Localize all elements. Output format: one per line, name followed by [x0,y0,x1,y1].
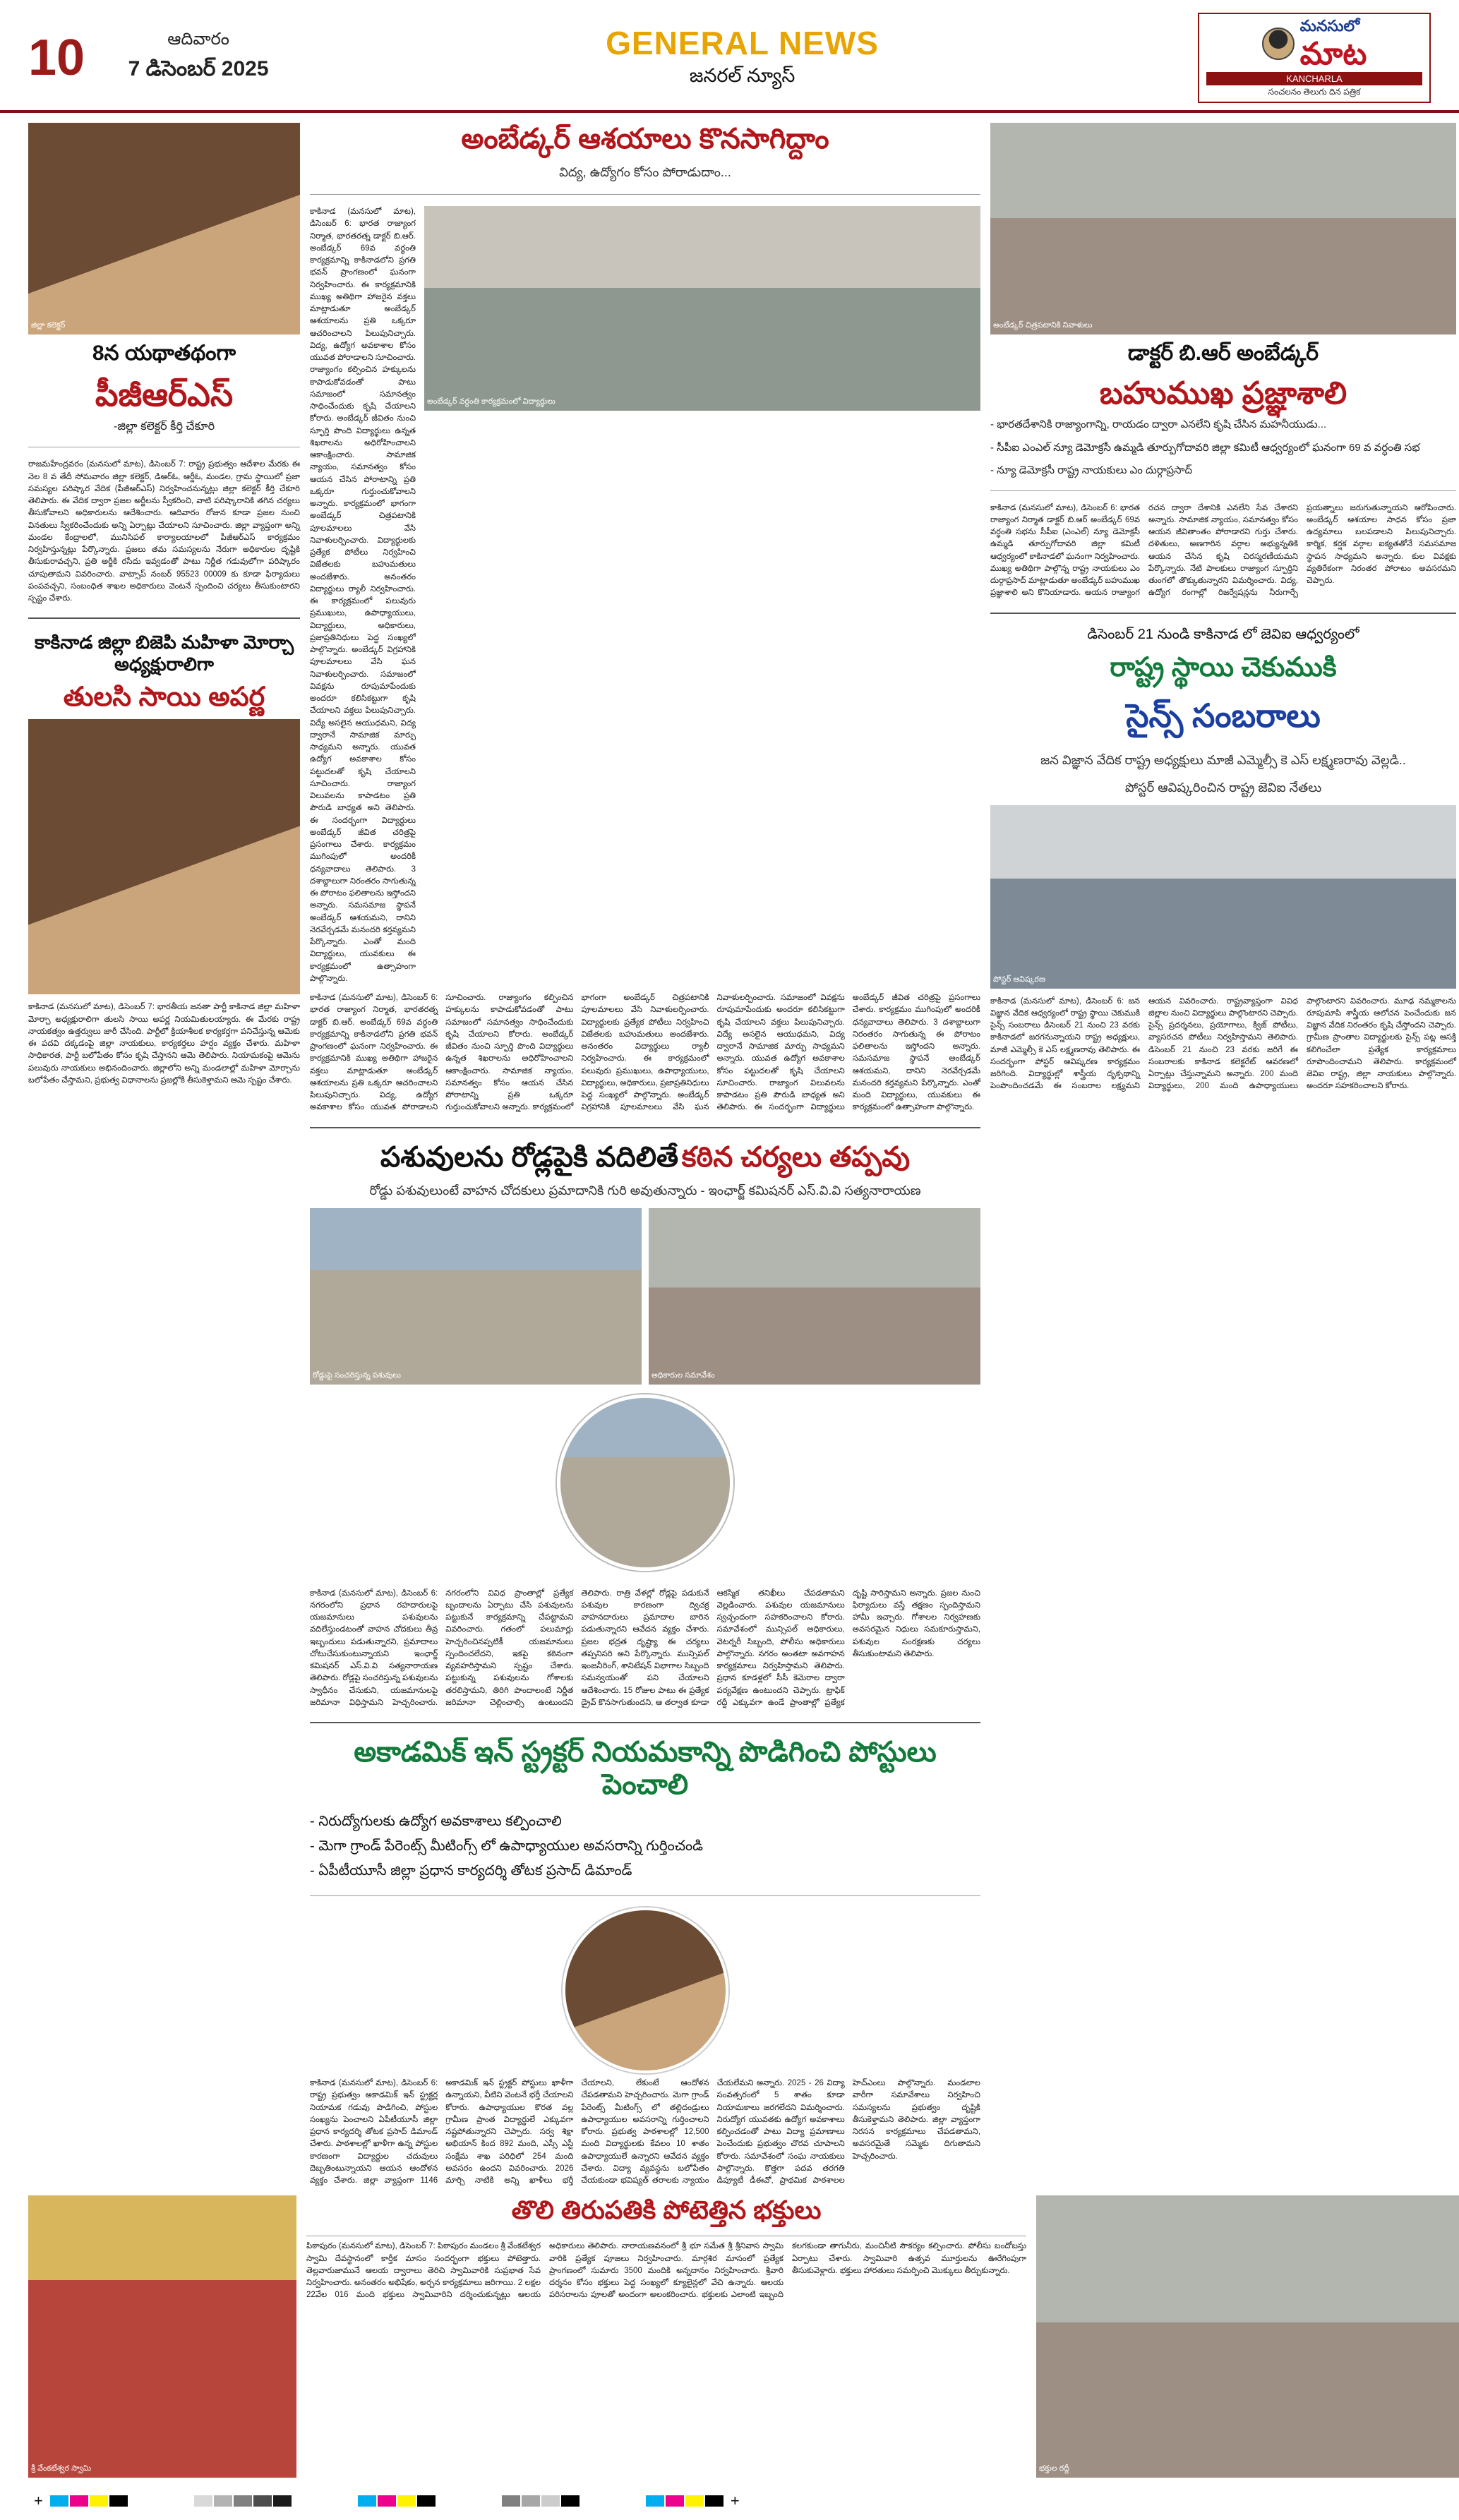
bjp-leader-photo [28,719,300,994]
grey-swatch [561,2495,580,2507]
registration-mark-left: + [34,2492,43,2510]
left-column [28,123,300,2187]
academic-headline: అకాడమిక్ ఇన్ స్ట్రక్టర్ నియమకాన్ని పొడిగించి పోస్టులు పెంచాలి [354,1737,937,1800]
devotees-queue-photo [1036,2195,1459,2478]
logo-face-icon [1262,28,1295,60]
cattle-herd-circle-photo [557,1394,733,1571]
main-headline: అంబేడ్కర్ ఆశయాలు కొనసాగిద్దాం [461,123,829,155]
date-label: 7 డిసెంబర్ 2025 [128,57,269,80]
divider [310,194,980,195]
registration-mark-right: + [730,2492,740,2510]
collector-photo [28,123,300,334]
masthead [0,0,1459,113]
left-byline: -జిల్లా కలెక్టర్ కీర్తి చేకూరి [113,421,215,433]
photo-caption: శ్రీ వేంకటేశ్వర స్వామి [31,2464,92,2473]
right-headline: బహుముఖ ప్రజ్ఞాశాలి [1099,376,1347,411]
photo-caption: అంబేడ్కర్ వర్ధంతి కార్యక్రమంలో విద్యార్థులు [427,397,556,406]
logo-line-4: సంచలనం తెలుగు దిన పత్రిక [1268,87,1361,97]
right-sub-3: - న్యూ డెమోక్రసీ రాష్ట్ర నాయకులు ఎం దుర్గాప్రసాద్ [990,464,1193,477]
photo-caption: అధికారుల సమావేశం [652,1370,715,1380]
science-sub-1: జన విజ్ఞాన వేదిక రాష్ట్ర అధ్యక్షులు మాజీ ఎమ్మెల్సీ కె ఎస్ లక్ష్మణరావు వెల్లడి.. [1040,752,1406,767]
section-title [299,13,1185,103]
academic-body: కాకినాడ (మనసులో మాట), డిసెంబర్ 6: రాష్ట్ర ప్రభుత్వం అకాడమిక్ ఇన్ స్ట్రక్టర్ల నియామక గడువు పొడిగించి, పోస్టుల సంఖ్యను పెంచాలని ఏపీటీయూసీ జిల్లా ప్రధాన కార్యదర్శి తోటక ప్రసాద్ డిమాండ్ చేశారు. పాఠశాలల్లో ఖాళీగా ఉన్న పోస్టుల కారణంగా విద్యార్థుల చదువులు దెబ్బతింటున్నాయని ఆయన ఆందోళన వ్యక్తం చేశారు. జిల్లా వ్యాప్తంగా 1146 అకాడమిక్ ఇన్ స్ట్రక్టర్ పోస్టులు ఖాళీగా ఉన్నాయని, వీటిని వెంటనే భర్తీ చేయాలని కోరారు. ఉపాధ్యాయుల కొరత వల్ల గ్రామీణ ప్రాంత విద్యార్థులే ఎక్కువగా నష్టపోతున్నారని చెప్పారు. సర్వ శిక్షా అభియాన్ కింద 892 మంది, ఎస్సీ ఎస్టీ సంక్షేమ శాఖ పరిధిలో 254 మంది అవసరం ఉందని వివరించారు. 2026 మార్చి నాటికి అన్ని ఖాళీలు భర్తీ చేయాలని, లేకుంటే ఆందోళన చేపడతామని హెచ్చరించారు. మెగా గ్రాండ్ పేరెంట్స్ మీటింగ్స్ లో తల్లిదండ్రులు ఉపాధ్యాయుల అవసరాన్ని గుర్తించాలని కోరారు. ప్రభుత్వ పాఠశాలల్లో 12,500 మంది విద్యార్థులకు కేవలం 10 శాతం ఉపాధ్యాయులే ఉన్నారని ఆవేదన వ్యక్తం చేశారు. విద్యా వ్యవస్థను బలోపేతం చేయకుండా భవిష్యత్ తరాలకు న్యాయం చేయలేమని అన్నారు. 2025 - 26 విద్యా సంవత్సరంలో 5 శాతం కూడా నియామకాలు జరగలేదని విమర్శించారు. నిరుద్యోగ యువతకు ఉద్యోగ అవకాశాలు కల్పించడంతో పాటు విద్యా ప్రమాణాలు పెంచేందుకు ప్రభుత్వం చొరవ చూపాలని కోరారు. సమావేశంలో సంఘ నాయకులు పాల్గొన్నారు. కొత్తగా పదవ తరగతి డిప్యూటీ డీఈవో, ప్రాథమిక పాఠశాలల హెచ్ఎంలు పాల్గొన్నారు. మండలాల వారీగా సమావేశాలు నిర్వహించి సమస్యలను ప్రభుత్వం దృష్టికి తీసుకెళ్తామని తెలిపారు. జిల్లా వ్యాప్తంగా నిరసన కార్యక్రమాలు చేపడతామని, అవసరమైతే సమ్మెకు దిగుతామని హెచ్చరించారు. [310,2079,980,2185]
logo-line-1: మనసులో [1299,17,1360,35]
grey-swatch [541,2495,560,2507]
color-swatch [705,2495,724,2507]
color-swatch [685,2495,704,2507]
left-article-body-2: కాకినాడ (మనసులో మాట), డిసెంబర్ 7: భారతీయ జనతా పార్టీ కాకినాడ జిల్లా మహిళా మోర్చా అధ్యక్షురాలిగా తులసి సాయి అపర్ణ నియమితులయ్యారు. ఈ మేరకు రాష్ట్ర నాయకత్వం ఉత్తర్వులు జారీ చేసింది. పార్టీలో క్రియాశీలక కార్యకర్తగా పనిచేస్తున్న ఆమెకు ఈ పదవి దక్కడంపై జిల్లా నాయకులు, కార్యకర్తలు హర్షం వ్యక్తం చేశారు. మహిళా సాధికారత, పార్టీ బలోపేతం కోసం కృషి చేస్తానని ఆమె తెలిపారు. నియామకంపై ఆమెను పలువురు నాయకులు అభినందించారు. జిల్లాలోని అన్ని మండలాల్లో మహిళా మోర్చాను బలోపేతం చేస్తామని, ప్రభుత్వ విధానాలను ప్రజల్లోకి తీసుకెళ్తామని ఆమె స్పష్టం చేశారు. [28,1003,300,1085]
cattle-circle-photo-wrap [310,1394,980,1578]
divider [28,617,300,619]
right-kicker: డాక్టర్ బి.ఆర్ అంబేడ్కర్ [1127,342,1319,365]
academic-bullet-3: - ఏపీటీయూసీ జిల్లా ప్రధాన కార్యదర్శి తోటక ప్రసాద్ డిమాండ్ [310,1863,632,1879]
cattle-road-photo [310,1208,642,1385]
color-swatch [70,2495,88,2507]
temple-headline: తొలి తిరుపతికి పోటెత్తిన భక్తులు [511,2195,822,2225]
science-headline-2: సైన్స్ సంబరాలు [1126,697,1321,734]
officials-meeting-photo [649,1208,980,1385]
divider [310,1722,980,1723]
temple-body: పిఠాపురం (మనసులో మాట), డిసెంబర్ 7: పిఠాపురం మండలం శ్రీ వేంకటేశ్వర స్వామి దేవస్థానంలో కార్తీక మాసం సందర్భంగా భక్తులు పోటెత్తారు. తెల్లవారుజామునే ఆలయ ద్వారాలు తెరిచి స్వామివారికి సుప్రభాత సేవ నిర్వహించారు. అనంతరం అభిషేకం, అర్చన కార్యక్రమాలు జరిగాయి. 2 లక్షల 22వేల 016 మంది భక్తులు స్వామివారిని దర్శించుకున్నట్లు ఆలయ అధికారులు తెలిపారు. నారాయణవనంలో శ్రీ భూ సమేత శ్రీ శ్రీనివాస స్వామి వారికి ప్రత్యేక పూజలు నిర్వహించారు. మార్గశిర మాసంలో ప్రత్యేక ప్రాంగణంలో సుమారు 3500 మందికి అన్నదానం నిర్వహించారు. శ్రీవారి దర్శనం కోసం భక్తులు పెద్ద సంఖ్యలో క్యూలైన్లలో వేచి ఉన్నారు. ఆలయ పరిసరాలను పూలతో అందంగా అలంకరించారు. భక్తులకు ఎలాంటి ఇబ్బంది కలగకుండా తాగునీరు, మంచినీటి సౌకర్యం కల్పించారు. పోలీసు బందోబస్తు ఏర్పాటు చేశారు. స్వామివారి ఉత్సవ మూర్తులను ఊరేగింపుగా తీసుకువెళ్లారు. భక్తులు హారతులు సమర్పించి మొక్కులు తీర్చుకున్నారు. [306,2242,1026,2300]
section-title-telugu: జనరల్ న్యూస్ [689,65,795,86]
divider [990,613,1456,614]
grey-swatch [253,2495,272,2507]
science-headline-1: రాష్ట్ర స్థాయి చెకుముకి [1110,652,1337,682]
temple-article [306,2195,1026,2478]
page-number: 10 [28,30,85,86]
color-swatch [397,2495,416,2507]
photo-caption: రోడ్డుపై సంచరిస్తున్న పశువులు [313,1370,401,1380]
left-kicker: 8న యథాతథంగా [92,342,236,365]
bottom-section [0,2187,1459,2478]
cattle-photo-row [310,1208,980,1385]
left-article-body-1: రాజమహేంద్రవరం (మనసులో మాట), డిసెంబర్ 7: రాష్ట్ర ప్రభుత్వం ఆదేశాల మేరకు ఈ నెల 8 వ తేదీ సోమవారం జిల్లా కలెక్టర్, డిఆర్ఓ, ఆర్డీఓ, మండల, గ్రామ స్థాయిలో ప్రజా సమస్యల పరిష్కార వేదిక (పీజీఆర్ఎస్) నిర్వహించనున్నట్లు జిల్లా కలెక్టర్ కీర్తి చేకూరి తెలిపారు. ఈ వేదిక ద్వారా ప్రజల అర్జీలను స్వీకరించి, వాటి పరిష్కారానికి తగిన చర్యలు తీసుకోవాలని అధికారులను ఆదేశించారు. ఆదివారం రోజున కూడా ప్రజల నుంచి వినతులు స్వీకరించేందుకు అన్ని ఏర్పాట్లు చేయాలని సూచించారు. జిల్లా వ్యాప్తంగా అన్ని మండల కేంద్రాలలో, మునిసిపల్ కార్యాలయాలలో పీజీఆర్ఎస్ కార్యక్రమం నిర్వహిస్తున్నట్లు పేర్కొన్నారు. ప్రజలు తమ సమస్యలను నేరుగా అధికారుల దృష్టికి తీసుకురావచ్చని, ప్రతి అర్జీకి రసీదు ఇవ్వడంతో పాటు నిర్ణీత గడువులోగా పరిష్కారం చూపుతామని వివరించారు. వాట్సాప్ నంబర్ 95523 00009 కు కూడా ఫిర్యాదులు పంపవచ్చని, సంబంధిత శాఖల అధికారులు వెంటనే స్పందించి చర్యలు తీసుకుంటారని స్పష్టం చేశారు. [28,460,300,603]
main-grid [0,113,1459,2187]
logo-line-2: మాట [1299,37,1367,71]
science-kicker: డిసెంబర్ 21 నుండి కాకినాడ లో జెవిఐ ఆధ్వర్యంలో [1087,626,1359,642]
section-title-english: GENERAL NEWS [599,24,886,62]
grey-swatch [522,2495,540,2507]
academic-bullet-2: - మెగా గ్రాండ్ పేరెంట్స్ మీటింగ్స్ లో ఉపాధ్యాయుల అవసరాన్ని గుర్తించండి [310,1838,703,1854]
academic-bullet-1: - నిరుద్యోగులకు ఉద్యోగ అవకాశాలు కల్పించాలి [310,1814,562,1829]
deity-photo [28,2195,296,2478]
color-swatch [50,2495,68,2507]
left-headline: పీజీఆర్ఎస్ [95,376,234,413]
main-subhead: విద్య, ఉద్యోగం కోసం పోరాడుదాం... [559,165,731,179]
grey-swatch [234,2495,252,2507]
right-sub-1: - భారతదేశానికి రాజ్యాంగాన్ని, రాయడం ద్వారా ఎనలేని కృషి చేసిన మహనీయుడు... [990,418,1327,431]
right-body-2: కాకినాడ (మనసులో మాట), డిసెంబర్ 6: జన విజ్ఞాన వేదిక ఆధ్వర్యంలో రాష్ట్ర స్థాయి చెకుముకి సైన్స్ సంబరాలు డిసెంబర్ 21 నుంచి 23 వరకు కాకినాడలో జరగనున్నాయని రాష్ట్ర అధ్యక్షులు, మాజీ ఎమ్మెల్సీ కె ఎస్ లక్ష్మణరావు తెలిపారు. ఈ సందర్భంగా పోస్టర్ ఆవిష్కరణ కార్యక్రమం జరిగింది. విద్యార్థుల్లో శాస్త్రీయ దృక్పథాన్ని పెంపొందించడమే ఈ సంబరాల లక్ష్యమని ఆయన వివరించారు. రాష్ట్రవ్యాప్తంగా వివిధ జిల్లాల నుంచి విద్యార్థులు పాల్గొంటారని చెప్పారు. సైన్స్ ప్రదర్శనలు, ప్రయోగాలు, క్విజ్ పోటీలు, వ్యాసరచన పోటీలు నిర్వహిస్తామని తెలిపారు. డిసెంబర్ 21 నుంచి 23 వరకు జరిగే ఈ సంబరాలకు కాకినాడ కలెక్టరేట్ ఆవరణలో ఏర్పాట్లు చేస్తున్నామని అన్నారు. 200 మంది విద్యార్థులు, 200 మంది ఉపాధ్యాయులు పాల్గొంటారని వివరించారు. మూఢ నమ్మకాలను రూపుమాపి శాస్త్రీయ ఆలోచన పెంచేందుకు జన విజ్ఞాన వేదిక నిరంతరం కృషి చేస్తోందని చెప్పారు. గ్రామీణ ప్రాంతాల విద్యార్థులకు సైన్స్ పట్ల ఆసక్తి కలిగించేలా ప్రత్యేక కార్యక్రమాలు రూపొందించామని తెలిపారు. కార్యక్రమంలో జెవిఐ రాష్ట్ర, జిల్లా నాయకులు పాల్గొన్నారు. అందరూ సహకరించాలని కోరారు. [990,996,1456,1091]
logo-line-3: KANCHARLA [1206,72,1422,85]
cattle-headline-part2: కఠిన చర్యలు తప్పవు [681,1141,911,1173]
middle-column [310,123,980,2187]
publication-logo [1198,13,1431,103]
prasad-portrait-photo [563,1907,728,2073]
photo-caption: పోస్టర్ ఆవిష్కరణ [993,975,1046,984]
main-body-continued: కాకినాడ (మనసులో మాట), డిసెంబర్ 6: భారత రాజ్యాంగ నిర్మాత, భారతరత్న డాక్టర్ బి.ఆర్. అంబేడ్కర్ 69వ వర్ధంతి కార్యక్రమాన్ని కాకినాడలోని ప్రగతి భవన్ ప్రాంగణంలో ఘనంగా నిర్వహించారు. ఈ కార్యక్రమానికి ముఖ్య అతిథిగా హాజరైన వక్తలు మాట్లాడుతూ అంబేడ్కర్ ఆశయాలను ప్రతి ఒక్కరూ ఆచరించాలని పిలుపునిచ్చారు. విద్య, ఉద్యోగ అవకాశాల కోసం యువత పోరాడాలని సూచించారు. రాజ్యాంగం కల్పించిన హక్కులను కాపాడుకోవడంతో పాటు సమాజంలో సమానత్వం సాధించేందుకు కృషి చేయాలని కోరారు. అంబేడ్కర్ జీవితం నుంచి స్ఫూర్తి పొంది విద్యార్థులు ఉన్నత శిఖరాలను అధిరోహించాలని ఆకాంక్షించారు. సామాజిక న్యాయం, సమానత్వం కోసం ఆయన చేసిన పోరాటాన్ని ప్రతి ఒక్కరూ గుర్తుంచుకోవాలని అన్నారు. కార్యక్రమంలో భాగంగా అంబేడ్కర్ చిత్రపటానికి పూలమాలలు వేసి నివాళులర్పించారు. విద్యార్థులకు ప్రత్యేక పోటీలు నిర్వహించి విజేతలకు బహుమతులు అందజేశారు. అనంతరం విద్యార్థులు ర్యాలీ నిర్వహించారు. ఈ కార్యక్రమంలో పలువురు ప్రముఖులు, ఉపాధ్యాయులు, విద్యార్థులు, అధికారులు, ప్రజాప్రతినిధులు పెద్ద సంఖ్యలో పాల్గొన్నారు. అంబేడ్కర్ విగ్రహానికి పూలమాలలు వేసి ఘన నివాళులర్పించారు. సమాజంలో వివక్షను రూపుమాపేందుకు అందరూ కలిసికట్టుగా కృషి చేయాలని వక్తలు పిలుపునిచ్చారు. విద్యే అసలైన ఆయుధమని, విద్య ద్వారానే సామాజిక మార్పు సాధ్యమని అన్నారు. యువత ఉద్యోగ అవకాశాల కోసం పట్టుదలతో కృషి చేయాలని సూచించారు. రాజ్యాంగ విలువలను కాపాడటం ప్రతి పౌరుడి బాధ్యత అని తెలిపారు. ఈ సందర్భంగా విద్యార్థులు అంబేడ్కర్ జీవిత చరిత్రపై ప్రసంగాలు చేశారు. కార్యక్రమం ముగింపులో అందరికీ ధన్యవాదాలు తెలిపారు. 3 దశాబ్దాలుగా నిరంతరం సాగుతున్న ఈ పోరాటం ఫలితాలను ఇస్తోందని అన్నారు. సమసమాజ స్థాపనే అంబేడ్కర్ ఆశయమని, దానిని నెరవేర్చడమే మనందరి కర్తవ్యమని పేర్కొన్నారు. ఎంతో మంది విద్యార్థులు, యువకులు ఈ కార్యక్రమంలో ఉత్సాహంగా పాల్గొన్నారు. [310,994,980,1112]
grey-swatch [273,2495,292,2507]
main-article-photo [424,206,980,411]
ambedkar-portrait-event-photo [990,123,1456,334]
left-headline-2: తులసి సాయి అపర్ణ [63,682,265,712]
academic-bullets [310,1808,980,1884]
left-kicker-2: కాకినాడ జిల్లా బిజెపి మహిళా మోర్చా అధ్యక్షురాలిగా [34,632,294,675]
color-swatch [109,2495,128,2507]
publication-date [110,13,287,103]
cattle-subhead: రోడ్డు పశువులుంటే వాహన చోదకులు ప్రమాదానికి గురి అవుతున్నారు - ఇంఛార్జ్ కమిషనర్ ఎస్.వి.వి సత్యనారాయణ [369,1183,921,1198]
poster-release-photo [990,805,1456,989]
color-calibration-bar [0,2485,1459,2520]
divider [310,1895,980,1896]
grey-swatch [502,2495,520,2507]
photo-caption: అంబేడ్కర్ చిత్రపటానికి నివాళులు [993,321,1093,330]
grey-swatch [194,2495,212,2507]
photo-caption: జిల్లా కలెక్టర్ [31,321,66,330]
color-swatch [378,2495,396,2507]
right-body-1: కాకినాడ (మనసులో మాట), డిసెంబర్ 6: భారత రాజ్యాంగ నిర్మాత డాక్టర్ బి.ఆర్ అంబేడ్కర్ 69వ వర్ధంతి సభను సీపీఐ (ఎంఎల్) న్యూ డెమోక్రసీ ఉమ్మడి తూర్పుగోదావరి జిల్లా కమిటీ ఆధ్వర్యంలో కాకినాడలో ఘనంగా నిర్వహించారు. ముఖ్య అతిథిగా పాల్గొన్న రాష్ట్ర నాయకులు ఎం దుర్గాప్రసాద్ మాట్లాడుతూ అంబేడ్కర్ బహుముఖ ప్రజ్ఞాశాలి అని కొనియాడారు. ఆయన రాజ్యాంగ రచన ద్వారా దేశానికి ఎనలేని సేవ చేశారని అన్నారు. సామాజిక న్యాయం, సమానత్వం కోసం ఆయన జీవితాంతం పోరాడారని గుర్తు చేశారు. దళితులు, అణగారిన వర్గాల అభ్యున్నతికి ఆయన చేసిన కృషి చిరస్మరణీయమని పేర్కొన్నారు. నేటి పాలకులు రాజ్యాంగ స్ఫూర్తిని తుంగలో తొక్కుతున్నారని విమర్శించారు. విద్య, ఉద్యోగ రంగాల్లో రిజర్వేషన్లను నీరుగార్చే ప్రయత్నాలు జరుగుతున్నాయని ఆరోపించారు. అంబేడ్కర్ ఆశయాల సాధన కోసం ప్రజా ఉద్యమాలు బలపడాలని పిలుపునిచ్చారు. కార్మిక, కర్షక వర్గాల ఐక్యతతోనే సమసమాజ స్థాపన సాధ్యమని అన్నారు. కుల వివక్షకు వ్యతిరేకంగా నిరంతర పోరాటం అవసరమని చెప్పారు. [990,503,1456,598]
color-swatch [90,2495,108,2507]
cattle-headline-part1: పశువులను రోడ్లపైకి వదిలితే [380,1141,679,1173]
color-swatch [417,2495,436,2507]
cattle-body: కాకినాడ (మనసులో మాట), డిసెంబర్ 6: నగరంలోని ప్రధాన రహదారులపై యజమానులు పశువులను వదిలేస్తుండటంతో వాహన చోదకులు తీవ్ర ఇబ్బందులు పడుతున్నారని, ప్రమాదాలు చోటుచేసుకుంటున్నాయని ఇంఛార్జ్ కమిషనర్ ఎస్.వి.వి సత్యనారాయణ తెలిపారు. రోడ్లపై సంచరిస్తున్న పశువులను స్వాధీనం చేసుకుని, యజమానులపై జరిమానా విధిస్తామని హెచ్చరించారు. నగరంలోని వివిధ ప్రాంతాల్లో ప్రత్యేక బృందాలను ఏర్పాటు చేసి పశువులను పట్టుకునే కార్యక్రమాన్ని చేపట్టామని వివరించారు. గతంలో పలుమార్లు హెచ్చరించినప్పటికీ యజమానులు స్పందించలేదని, ఇకపై కఠినంగా వ్యవహరిస్తామని స్పష్టం చేశారు. పట్టుకున్న పశువులను గోశాలకు తరలిస్తామని, తిరిగి పొందాలంటే నిర్ణీత జరిమానా చెల్లించాల్సి ఉంటుందని తెలిపారు. రాత్రి వేళల్లో రోడ్లపై పడుకునే పశువుల కారణంగా ద్విచక్ర వాహనదారులు ప్రమాదాల బారిన పడుతున్నారని ఆవేదన వ్యక్తం చేశారు. ప్రజల భద్రత దృష్ట్యా ఈ చర్యలు తప్పనిసరి అని పేర్కొన్నారు. మున్సిపల్ ఇంజనీరింగ్, శానిటేషన్ విభాగాల సిబ్బంది సమన్వయంతో పని చేయాలని ఆదేశించారు. 15 రోజుల పాటు ఈ ప్రత్యేక డ్రైవ్ కొనసాగుతుందని, ఆ తర్వాత కూడా ఆకస్మిక తనిఖీలు చేపడతామని వెల్లడించారు. పశువుల యజమానులు స్వచ్ఛందంగా సహకరించాలని కోరారు. సమావేశంలో మున్సిపల్ అధికారులు, వెటర్నరీ సిబ్బంది, పోలీసు అధికారులు పాల్గొన్నారు. నగరం అంతటా అవగాహన కార్యక్రమాలు నిర్వహిస్తామని తెలిపారు. ప్రధాన కూడళ్లలో సీసీ కెమెరాల ద్వారా పర్యవేక్షణ ఉంటుందని చెప్పారు. ట్రాఫిక్ రద్దీ ఎక్కువగా ఉండే ప్రాంతాల్లో ప్రత్యేక దృష్టి సారిస్తామని అన్నారు. ప్రజల నుంచి ఫిర్యాదులు వస్తే తక్షణం స్పందిస్తామని హామీ ఇచ్చారు. గోశాలల నిర్వహణకు అవసరమైన నిధులు సమకూరుస్తామని, పశువుల సంరక్షణకు చర్యలు తీసుకుంటామని తెలిపారు. [310,1588,980,1707]
color-swatch [358,2495,376,2507]
divider [990,490,1456,491]
photo-caption: భక్తుల రద్దీ [1039,2464,1069,2473]
science-sub-2: పోస్టర్ ఆవిష్కరించిన రాష్ట్ర జెవిఐ నేతలు [1124,780,1322,795]
right-sub-2: - సీపీఐ ఎంఎల్ న్యూ డెమోక్రసీ ఉమ్మడి తూర్పుగోదావరి జిల్లా కమిటీ ఆధ్వర్యంలో ఘనంగా 69 వ వర్ధంతి సభ [990,441,1420,454]
grey-swatch [214,2495,232,2507]
right-column [990,123,1456,2187]
weekday-label: ఆదివారం [167,30,229,49]
color-swatch [666,2495,684,2507]
divider [310,1127,980,1128]
main-body-left: కాకినాడ (మనసులో మాట), డిసెంబర్ 6: భారత రాజ్యాంగ నిర్మాత, భారతరత్న డాక్టర్ బి.ఆర్. అంబేడ్కర్ 69వ వర్ధంతి కార్యక్రమాన్ని కాకినాడలోని ప్రగతి భవన్ ప్రాంగణంలో ఘనంగా నిర్వహించారు. ఈ కార్యక్రమానికి ముఖ్య అతిథిగా హాజరైన వక్తలు మాట్లాడుతూ అంబేడ్కర్ ఆశయాలను ప్రతి ఒక్కరూ ఆచరించాలని పిలుపునిచ్చారు. విద్య, ఉద్యోగ అవకాశాల కోసం యువత పోరాడాలని సూచించారు. రాజ్యాంగం కల్పించిన హక్కులను కాపాడుకోవడంతో పాటు సమాజంలో సమానత్వం సాధించేందుకు కృషి చేయాలని కోరారు. అంబేడ్కర్ జీవితం నుంచి స్ఫూర్తి పొంది విద్యార్థులు ఉన్నత శిఖరాలను అధిరోహించాలని ఆకాంక్షించారు. సామాజిక న్యాయం, సమానత్వం కోసం ఆయన చేసిన పోరాటాన్ని ప్రతి ఒక్కరూ గుర్తుంచుకోవాలని అన్నారు. కార్యక్రమంలో భాగంగా అంబేడ్కర్ చిత్రపటానికి పూలమాలలు వేసి నివాళులర్పించారు. విద్యార్థులకు ప్రత్యేక పోటీలు నిర్వహించి విజేతలకు బహుమతులు అందజేశారు. అనంతరం విద్యార్థులు ర్యాలీ నిర్వహించారు. ఈ కార్యక్రమంలో పలువురు ప్రముఖులు, ఉపాధ్యాయులు, విద్యార్థులు, అధికారులు, ప్రజాప్రతినిధులు పెద్ద సంఖ్యలో పాల్గొన్నారు. అంబేడ్కర్ విగ్రహానికి పూలమాలలు వేసి ఘన నివాళులర్పించారు. సమాజంలో వివక్షను రూపుమాపేందుకు అందరూ కలిసికట్టుగా కృషి చేయాలని వక్తలు పిలుపునిచ్చారు. విద్యే అసలైన ఆయుధమని, విద్య ద్వారానే సామాజిక మార్పు సాధ్యమని అన్నారు. యువత ఉద్యోగ అవకాశాల కోసం పట్టుదలతో కృషి చేయాలని సూచించారు. రాజ్యాంగ విలువలను కాపాడటం ప్రతి పౌరుడి బాధ్యత అని తెలిపారు. ఈ సందర్భంగా విద్యార్థులు అంబేడ్కర్ జీవిత చరిత్రపై ప్రసంగాలు చేశారు. కార్యక్రమం ముగింపులో అందరికీ ధన్యవాదాలు తెలిపారు. 3 దశాబ్దాలుగా నిరంతరం సాగుతున్న ఈ పోరాటం ఫలితాలను ఇస్తోందని అన్నారు. సమసమాజ స్థాపనే అంబేడ్కర్ ఆశయమని, దానిని నెరవేర్చడమే మనందరి కర్తవ్యమని పేర్కొన్నారు. ఎంతో మంది విద్యార్థులు, యువకులు ఈ కార్యక్రమంలో ఉత్సాహంగా పాల్గొన్నారు. [310,207,416,983]
color-swatch [646,2495,664,2507]
